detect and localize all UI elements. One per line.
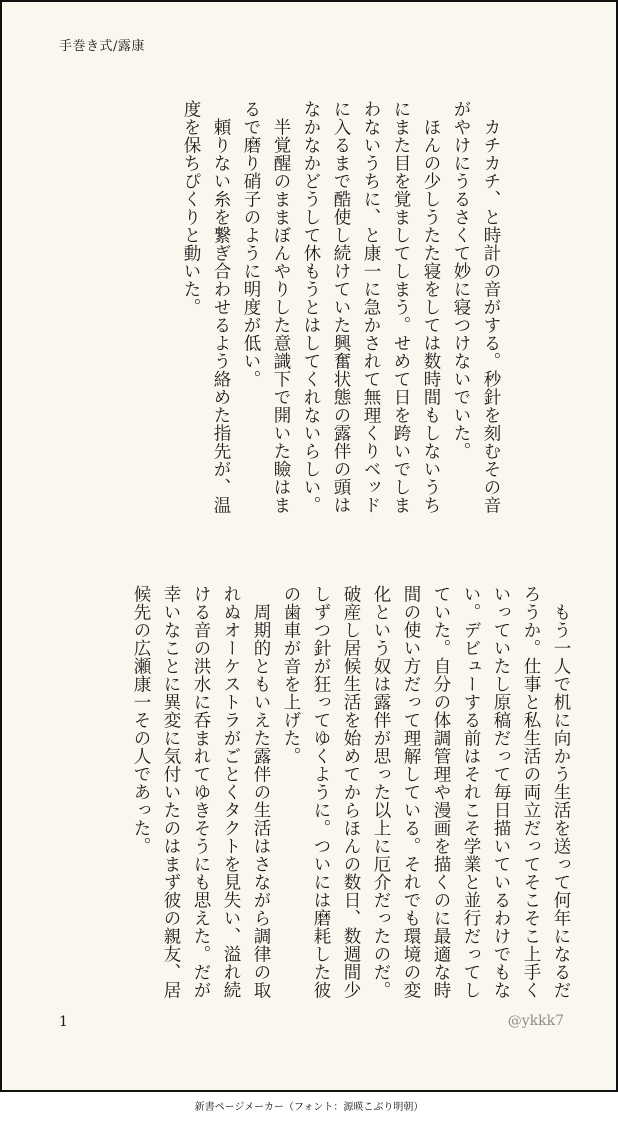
author-handle: @ykkk7 bbox=[507, 1013, 564, 1029]
paragraph: カチカチ、と時計の音がする。秒針を刻むその音がやけにうるさくて妙に寝つけないでいた。 bbox=[451, 100, 501, 514]
paragraph: 周期的ともいえた露伴の生活はさながら調律の取れぬオーケストラがごとくタクトを見失い、溢れ続ける音の洪水に呑まれてゆきそうにも思えた。だが幸いなことに異変に気付いたのはまず彼の親友、居候先の広瀬康一その人であった。 bbox=[131, 585, 271, 999]
paragraph: 頼りない糸を繋ぎ合わせるよう絡めた指先が、温度を保ちぴくりと動いた。 bbox=[181, 100, 231, 514]
footer-credit: 新書ページメーカー（フォント：源暎こぶり明朝） bbox=[194, 1102, 424, 1113]
paragraph: もう一人で机に向かう生活を送って何年になるだろうか。仕事と私生活の両立だってそこそこ上手くいっていたし原稿だって毎日描いているわけでもない。デビューする前はそれこそ学業と並行だってしていた。自分の体調管理や漫画を描くのに最適な時間の使い方だって理解している。それでも環境の変化という奴は露伴が思った以上に厄介だったのだ。破産し居候生活を始めてからほんの数日、数週間少しずつ針が狂ってゆくように。ついには磨耗した彼の歯車が音を上げた。 bbox=[281, 585, 571, 999]
text-block-upper bbox=[176, 100, 506, 520]
paragraph: 半覚醒のままぼんやりした意識下で開いた瞼はまるで磨り硝子のように明度が低い。 bbox=[241, 100, 291, 514]
paragraph: ほんの少しうたた寝をしては数時間もしないうちにまた目を覚ましてしまう。せめて日を跨いでしまわないうちに、と康一に急かされて無理くりベッドに入るまで酷使し続けていた興奮状態の露伴の頭はなかなかどうして休もうとはしてくれないらしい。 bbox=[301, 100, 441, 514]
page-number: 1 bbox=[59, 1014, 68, 1030]
page-title: 手巻き式/露康 bbox=[59, 39, 145, 54]
text-block-lower bbox=[126, 585, 576, 1003]
